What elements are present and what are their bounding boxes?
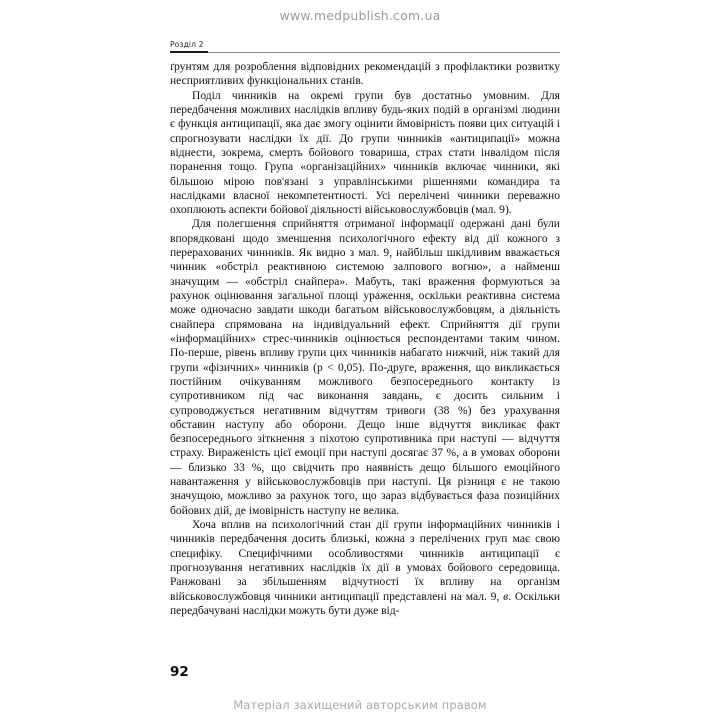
header-rule-thin xyxy=(170,52,560,53)
running-head-label: Розділ 2 xyxy=(170,40,204,49)
header-rule xyxy=(170,51,560,54)
paragraph-continuation: ґрунтям для розроблення відповідних рекомендацій з профілактики розвитку несприятливих функціональних станів. xyxy=(170,61,560,88)
header-rule-thick xyxy=(170,51,208,53)
paragraph-final-tail: . Оскільки передбачувані наслідки можуть бути дуже від- xyxy=(170,590,561,617)
paragraph: Для полегшення сприйняття отриманої інформації одержані дані були впорядковані щодо зменшення психологічного ефекту від дії кожного з перерахованих чинників. Як видно з мал. 9, найбільш шкідливим вважається чинник «обстріл реактивною системою залпового вогню», а найменш значущим — «обстріл снайпера». Мабуть, такі враження формуються за рахунок оцінювання загальної площі ураження, оскільки реактивна система може одночасно завдати шкоди багатьом військовослужбовцям, а діяльність снайпера спрямована на індивідуальний ефект. Сприйняття дії групи «інформаційних» стрес-чинників оцінюється респондентами таким чином. По-перше, рівень впливу групи цих чинників набагато нижчий, ніж такий для групи «фізичних» чинників (р < 0,05). По-друге, враження, що викликається постійним очікуванням можливого безпосереднього контакту із супротивником під час виконання завдань, є досить сильним і супроводжується негативним відчуттям тривоги (38 %) без урахування обставин наступу або оборони. Дещо інше відчуття викликає факт безпосереднього зіткнення з піхотою супротивника при наступі — відчуття страху. Вираженість цієї емоції при наступі досягає 37 %, а в умовах оборони — близько 33 %, що свідчить про наявність дещо більшого емоційного навантаження у військовослужбовців при наступі. Ця різниця є не такою значущою, можливо за рахунок того, що зараз відбувається фаза позиційних бойових дій, де імовірність наступу не велика. xyxy=(170,218,560,517)
watermark-url: www.medpublish.com.ua xyxy=(279,8,441,23)
paragraph-final xyxy=(170,518,560,618)
paragraph-final-lead: Хоча вплив на психологічний стан дії групи інформаційних чинників і чинників передбачення досить близькі, кожна з перелічених груп має свою специфіку. Специфічними особливостями чинників антиципації є прогнозування негативних наслідків їх дії в умовах бойового середовища. Ранжовані за збільшенням відчутності їх впливу на організм військовослужбовця чинники антиципації представлені на мал. 9, xyxy=(170,519,560,603)
copyright-notice: Матеріал захищений авторським правом xyxy=(233,698,487,712)
paragraph: Поділ чинників на окремі групи був достатньо умовним. Для передбачення можливих наслідків впливу будь-яких подій в організмі людини є функція антиципації, яка дає змогу оцінити ймовірність появи цих ситуацій і спрогнозувати наслідки їх дії. До групи чинників «антиципації» можна віднести, зокрема, смерть бойового товариша, страх стати інвалідом після поранення тощо. Група «організаційних» чинників включає чинники, які більшою мірою пов'язані з управлінськими рішеннями командира та наслідками власної некомпетентності. Усі перелічені чинники переважно охоплюють аспекти бойової діяльності військовослужбовців (мал. 9). xyxy=(170,89,560,217)
page-number: 92 xyxy=(170,664,189,680)
running-head xyxy=(170,40,560,54)
body-text-column xyxy=(170,60,560,618)
figure-part-label: в xyxy=(503,590,509,603)
